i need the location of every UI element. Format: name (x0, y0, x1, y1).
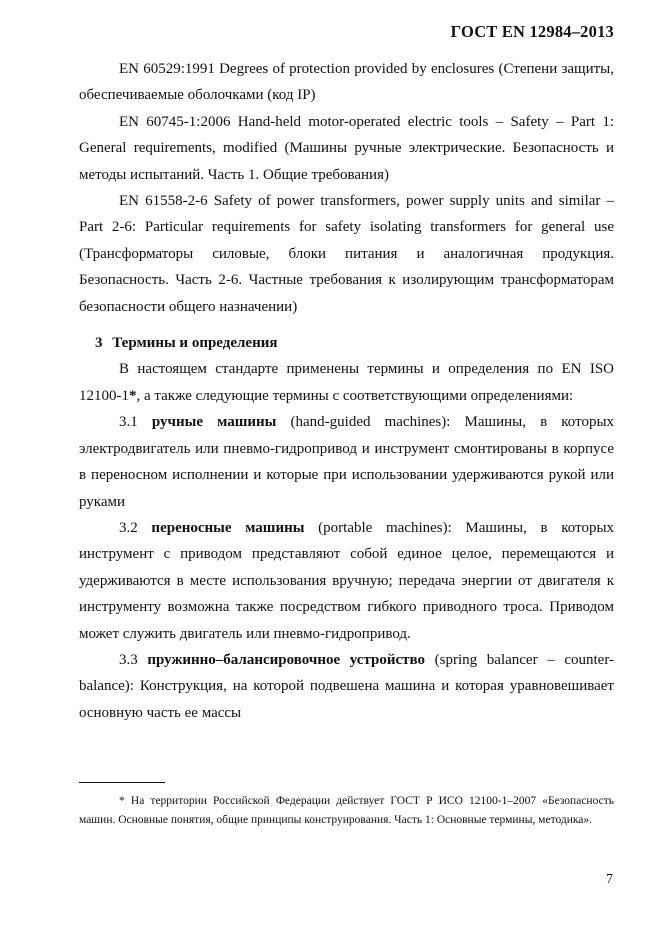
document-body (79, 56, 614, 726)
definition-term: переносные машины (151, 519, 305, 536)
definition-text: (hand-guided machines): Машины, в которых электродвигатель или пневмо-гидропривод и инструмент смонтированы в корпусе в переносном исполнении и которые при использовании удерживаются рукой или руками (79, 414, 615, 510)
definition-text: (portable machines): Машины, в которых инструмент с приводом представляют собой единое целое, перемещаются и удерживаются в месте использования вручную; передача энергии от двигателя к инструменту возможна также посредством гибкого приводного троса. Приводом может служить двигатель или пневмо-гидропривод. (79, 519, 615, 642)
section-heading (79, 330, 614, 356)
intro-text-end: , а также следующие термины с соответствующими определениями: (136, 387, 574, 404)
definition-3-2 (79, 515, 614, 647)
definition-3-3 (79, 647, 614, 726)
section-number: 3 (95, 335, 103, 352)
definition-term: пружинно–балансировочное устройство (147, 651, 426, 668)
reference-item: EN 61558-2-6 Safety of power transformers, power supply units and similar – Part 2-6: Particular requirements for safety isolating transformers for general use (Трансформаторы силовые, блоки питания и аналогичная продукция. Безопасность. Часть 2-6. Частные требования к изолирующим трансформаторам безопасности общего назначении) (79, 193, 614, 315)
definition-number: 3.2 (119, 519, 138, 536)
standard-header: ГОСТ EN 12984–2013 (450, 22, 614, 41)
page-number: 7 (606, 872, 613, 887)
definition-term: ручные машины (151, 414, 277, 431)
section-title: Термины и определения (112, 335, 278, 352)
definition-text: (spring balancer – counter-balance): Конструкция, на которой подвешена машина и которая уравновешивает основную часть ее массы (79, 651, 615, 721)
definition-3-1 (79, 409, 614, 515)
reference-item: EN 60745-1:2006 Hand-held motor-operated electric tools – Safety – Part 1: General requirements, modified (Машины ручные электрические. Безопасность и методы испытаний. Часть 1. Общие требования) (79, 113, 614, 183)
definition-number: 3.1 (119, 414, 138, 431)
footnote-marker: * (129, 387, 137, 404)
definition-number: 3.3 (119, 651, 138, 668)
footnote: * На территории Российской Федерации действует ГОСТ Р ИСО 12100-1–2007 «Безопасность машин. Основные понятия, общие принципы конструирования. Часть 1: Основные термины, методика». (79, 795, 614, 826)
intro-text: В настоящем стандарте применены термины и определения по EN ISO 12100-1 (79, 361, 614, 404)
intro-paragraph (79, 356, 614, 409)
reference-item: EN 60529:1991 Degrees of protection provided by enclosures (Степени защиты, обеспечиваемые оболочками (код IP) (79, 61, 614, 104)
footnote-divider (79, 782, 165, 783)
